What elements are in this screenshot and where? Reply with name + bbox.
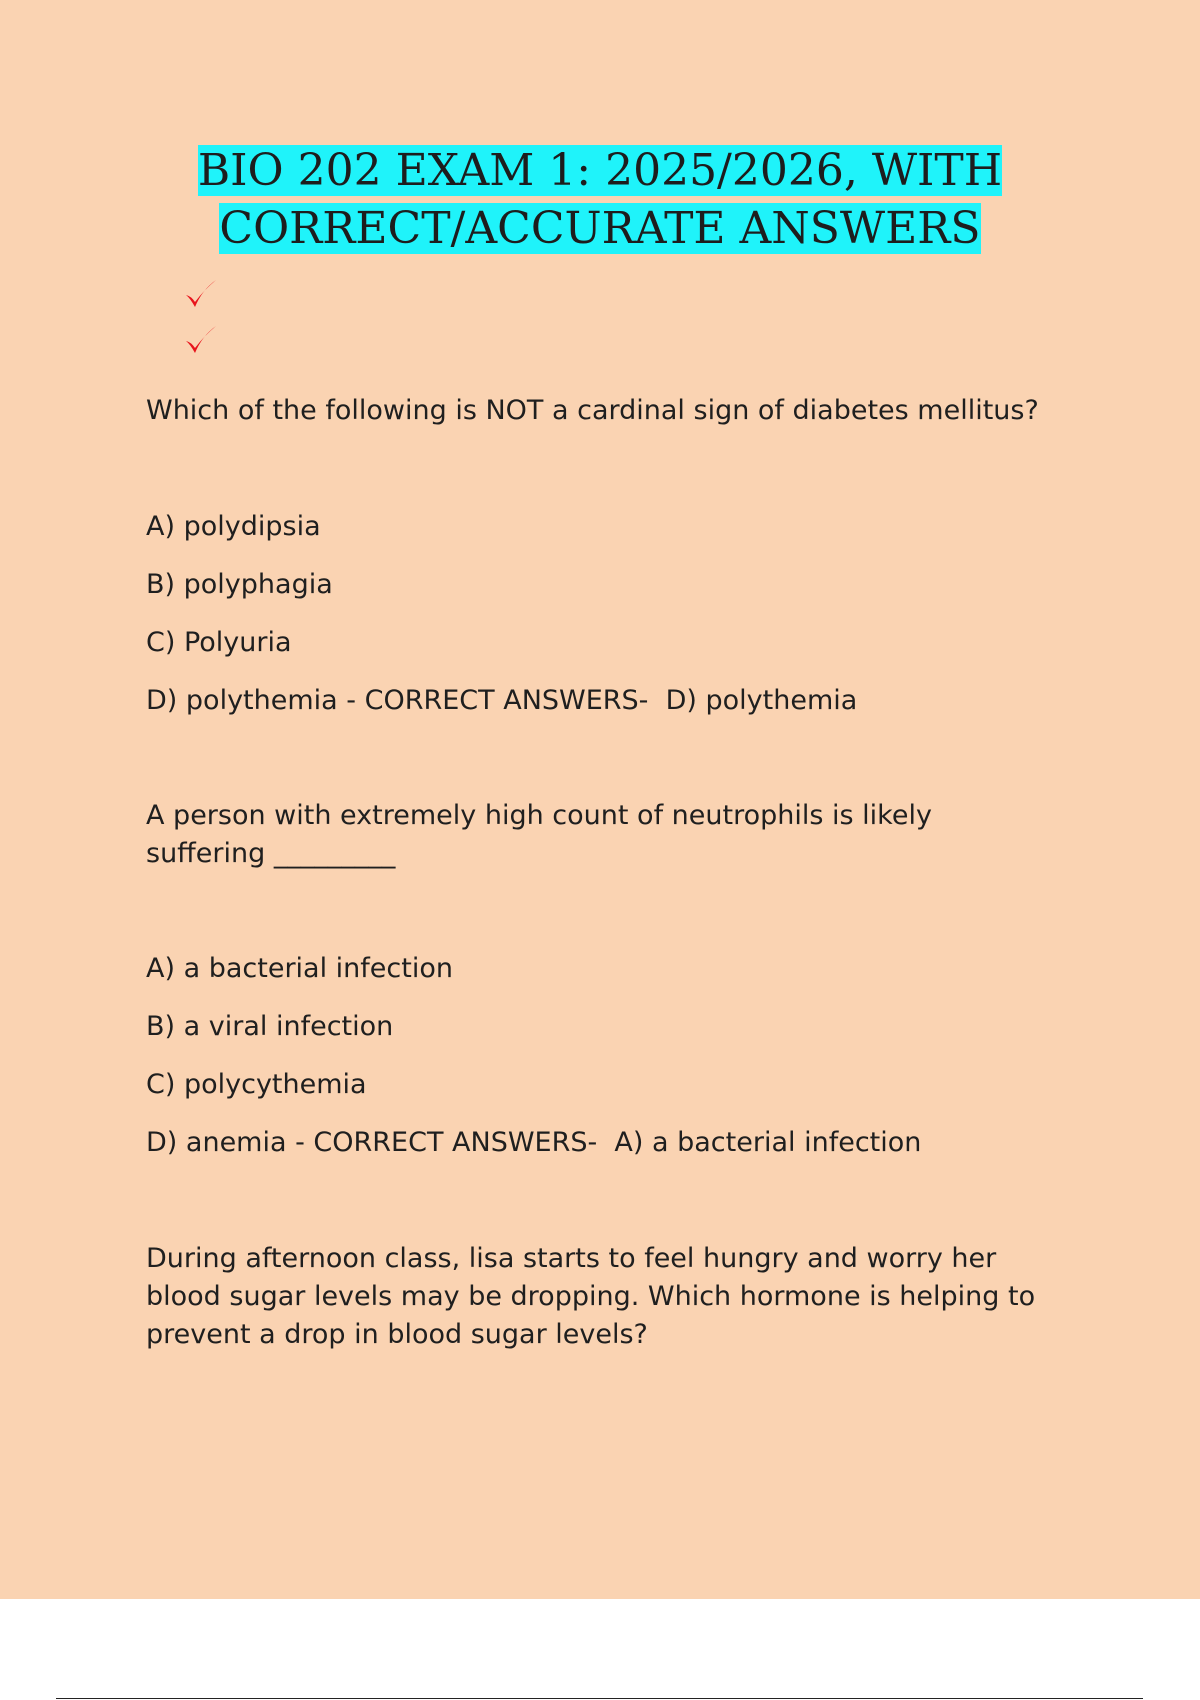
question-3-text-line-1: During afternoon class, lisa starts to feel hungry and worry her (146, 1243, 997, 1274)
question-2-text-line-1: A person with extremely high count of neutrophils is likely (146, 800, 932, 831)
question-2-option-a: A) a bacterial infection (146, 953, 453, 984)
title-line-2: CORRECT/ACCURATE ANSWERS (219, 203, 981, 254)
title-line-1: BIO 202 EXAM 1: 2025/2026, WITH (197, 145, 1003, 196)
page-footer-rule (56, 1698, 1143, 1699)
question-2-option-d-answer: D) anemia - CORRECT ANSWERS- A) a bacterial infection (146, 1127, 922, 1158)
question-2-option-c: C) polycythemia (146, 1069, 367, 1100)
document-title (0, 142, 1200, 258)
question-3-text-line-3: prevent a drop in blood sugar levels? (146, 1319, 648, 1350)
question-2-option-b: B) a viral infection (146, 1011, 394, 1042)
checkmark-icon (180, 274, 220, 314)
checkmark-icon (180, 320, 220, 360)
question-1-option-c: C) Polyuria (146, 627, 292, 658)
question-1-option-a: A) polydipsia (146, 511, 321, 542)
question-1-option-d-answer: D) polythemia - CORRECT ANSWERS- D) polythemia (146, 685, 858, 716)
question-1-option-b: B) polyphagia (146, 569, 333, 600)
question-3-text-line-2: blood sugar levels may be dropping. Which hormone is helping to (146, 1281, 1036, 1312)
question-2-text-line-2: suffering _________ (146, 838, 396, 869)
question-1-text: Which of the following is NOT a cardinal sign of diabetes mellitus? (146, 395, 1039, 426)
